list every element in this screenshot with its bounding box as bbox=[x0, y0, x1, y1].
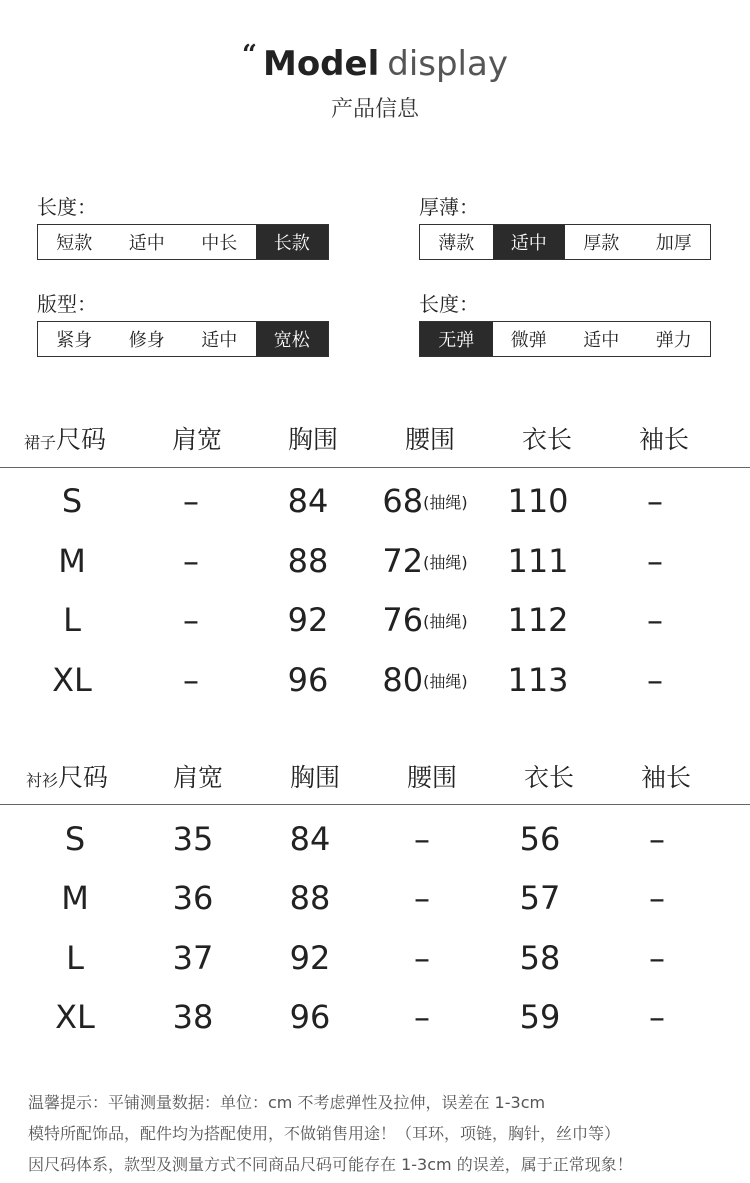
cell-chest: 88 bbox=[289, 879, 331, 917]
cell-waist: 68(抽绳) bbox=[382, 482, 468, 520]
drawstring-note: (抽绳) bbox=[423, 612, 468, 631]
cell-sleeve: – bbox=[647, 661, 663, 699]
footnote-line: 因尺码体系，款型及测量方式不同商品尺码可能存在 1-3cm 的误差，属于正常现象！ bbox=[28, 1155, 633, 1174]
table-row bbox=[0, 939, 750, 999]
segmented-selector bbox=[37, 321, 329, 357]
header-shoulder: 肩宽 bbox=[172, 763, 223, 792]
cell-shoulder: – bbox=[183, 661, 199, 699]
header-sleeve: 袖长 bbox=[640, 763, 691, 792]
cell-length: 113 bbox=[507, 661, 569, 699]
shirt-table-header bbox=[0, 758, 750, 808]
table-row bbox=[0, 998, 750, 1058]
option-selected[interactable]: 适中 bbox=[493, 225, 566, 259]
cell-size: S bbox=[64, 820, 86, 858]
table-prefix: 衬衫 bbox=[25, 771, 58, 790]
footnote-line: 模特所配饰品，配件均为搭配使用，不做销售用途！（耳环，项链，胸针，丝巾等） bbox=[28, 1124, 621, 1143]
header-sleeve: 袖长 bbox=[638, 425, 689, 454]
option[interactable]: 修身 bbox=[128, 330, 165, 351]
option-selected[interactable]: 无弹 bbox=[420, 322, 493, 356]
cell-chest: 92 bbox=[287, 601, 329, 639]
cell-length: 56 bbox=[519, 820, 561, 858]
attribute-label: 版型： bbox=[37, 292, 97, 316]
drawstring-note: (抽绳) bbox=[423, 672, 468, 691]
option[interactable]: 适中 bbox=[128, 233, 165, 254]
cell-sleeve: – bbox=[647, 482, 663, 520]
quote-mark: “ bbox=[242, 40, 257, 70]
table-row bbox=[0, 601, 750, 661]
option-selected[interactable]: 宽松 bbox=[256, 322, 329, 356]
cell-waist: – bbox=[414, 820, 430, 858]
cell-chest: 88 bbox=[287, 542, 329, 580]
option[interactable]: 加厚 bbox=[655, 233, 692, 254]
cell-shoulder: – bbox=[183, 601, 199, 639]
header-size: 衬衫尺码 bbox=[25, 763, 109, 792]
cell-size: XL bbox=[55, 998, 95, 1036]
segmented-selector bbox=[419, 224, 711, 260]
option[interactable]: 微弹 bbox=[510, 330, 547, 351]
option-selected[interactable]: 长款 bbox=[256, 225, 329, 259]
option[interactable]: 紧身 bbox=[56, 330, 93, 351]
attribute-elasticity bbox=[419, 288, 692, 351]
cell-length: 112 bbox=[507, 601, 569, 639]
table-row bbox=[0, 542, 750, 602]
table-prefix: 裙子 bbox=[23, 433, 56, 452]
cell-sleeve: – bbox=[647, 542, 663, 580]
cell-shoulder: 37 bbox=[172, 939, 214, 977]
cell-shoulder: – bbox=[183, 482, 199, 520]
option[interactable]: 适中 bbox=[201, 330, 238, 351]
attribute-thickness bbox=[419, 191, 692, 254]
cell-chest: 84 bbox=[289, 820, 331, 858]
cell-sleeve: – bbox=[647, 601, 663, 639]
header-size: 裙子尺码 bbox=[23, 425, 107, 454]
cell-length: 111 bbox=[507, 542, 569, 580]
skirt-table-header bbox=[0, 420, 750, 470]
header-waist: 腰围 bbox=[404, 425, 455, 454]
option[interactable]: 弹力 bbox=[655, 330, 692, 351]
header-length: 衣长 bbox=[521, 425, 572, 454]
cell-waist: – bbox=[414, 939, 430, 977]
cell-chest: 92 bbox=[289, 939, 331, 977]
cell-size: M bbox=[61, 879, 89, 917]
header-chest: 胸围 bbox=[289, 763, 340, 792]
cell-size: M bbox=[58, 542, 86, 580]
divider bbox=[0, 467, 750, 468]
cell-waist: 72(抽绳) bbox=[382, 542, 468, 580]
page-subtitle: 产品信息 bbox=[330, 97, 419, 122]
cell-sleeve: – bbox=[649, 820, 665, 858]
cell-length: 58 bbox=[519, 939, 561, 977]
table-row bbox=[0, 879, 750, 939]
cell-waist: – bbox=[414, 998, 430, 1036]
header-chest: 胸围 bbox=[287, 425, 338, 454]
cell-waist: 76(抽绳) bbox=[382, 601, 468, 639]
option[interactable]: 适中 bbox=[583, 330, 620, 351]
cell-length: 59 bbox=[519, 998, 561, 1036]
table-row bbox=[0, 820, 750, 880]
attribute-length bbox=[37, 191, 310, 254]
cell-sleeve: – bbox=[649, 879, 665, 917]
footnote-line: 温馨提示：平铺测量数据：单位：cm 不考虑弹性及拉伸，误差在 1-3cm bbox=[28, 1093, 546, 1112]
cell-shoulder: 38 bbox=[172, 998, 214, 1036]
segmented-selector bbox=[419, 321, 711, 357]
cell-chest: 96 bbox=[289, 998, 331, 1036]
cell-size: L bbox=[66, 939, 84, 977]
attribute-label: 长度： bbox=[37, 195, 97, 219]
attribute-label: 长度： bbox=[419, 292, 479, 316]
drawstring-note: (抽绳) bbox=[423, 553, 468, 572]
cell-size: XL bbox=[52, 661, 92, 699]
header-waist: 腰围 bbox=[406, 763, 457, 792]
cell-sleeve: – bbox=[649, 939, 665, 977]
title-light: display bbox=[387, 44, 508, 84]
cell-waist: 80(抽绳) bbox=[382, 661, 468, 699]
page-title bbox=[0, 40, 750, 84]
cell-size: L bbox=[63, 601, 81, 639]
title-bold: Model bbox=[262, 44, 380, 84]
option[interactable]: 中长 bbox=[201, 233, 238, 254]
option[interactable]: 短款 bbox=[56, 233, 93, 254]
cell-sleeve: – bbox=[649, 998, 665, 1036]
table-row bbox=[0, 661, 750, 721]
drawstring-note: (抽绳) bbox=[423, 493, 468, 512]
cell-length: 57 bbox=[519, 879, 561, 917]
cell-length: 110 bbox=[507, 482, 569, 520]
cell-chest: 84 bbox=[287, 482, 329, 520]
segmented-selector bbox=[37, 224, 329, 260]
attribute-label: 厚薄： bbox=[419, 195, 479, 219]
cell-shoulder: 36 bbox=[172, 879, 214, 917]
table-row bbox=[0, 482, 750, 542]
cell-waist: – bbox=[414, 879, 430, 917]
cell-shoulder: 35 bbox=[172, 820, 214, 858]
cell-shoulder: – bbox=[183, 542, 199, 580]
option[interactable]: 薄款 bbox=[438, 233, 475, 254]
cell-size: S bbox=[61, 482, 83, 520]
divider bbox=[0, 804, 750, 805]
option[interactable]: 厚款 bbox=[583, 233, 620, 254]
header-length: 衣长 bbox=[523, 763, 574, 792]
attribute-fit bbox=[37, 288, 310, 351]
cell-chest: 96 bbox=[287, 661, 329, 699]
header-shoulder: 肩宽 bbox=[171, 425, 222, 454]
